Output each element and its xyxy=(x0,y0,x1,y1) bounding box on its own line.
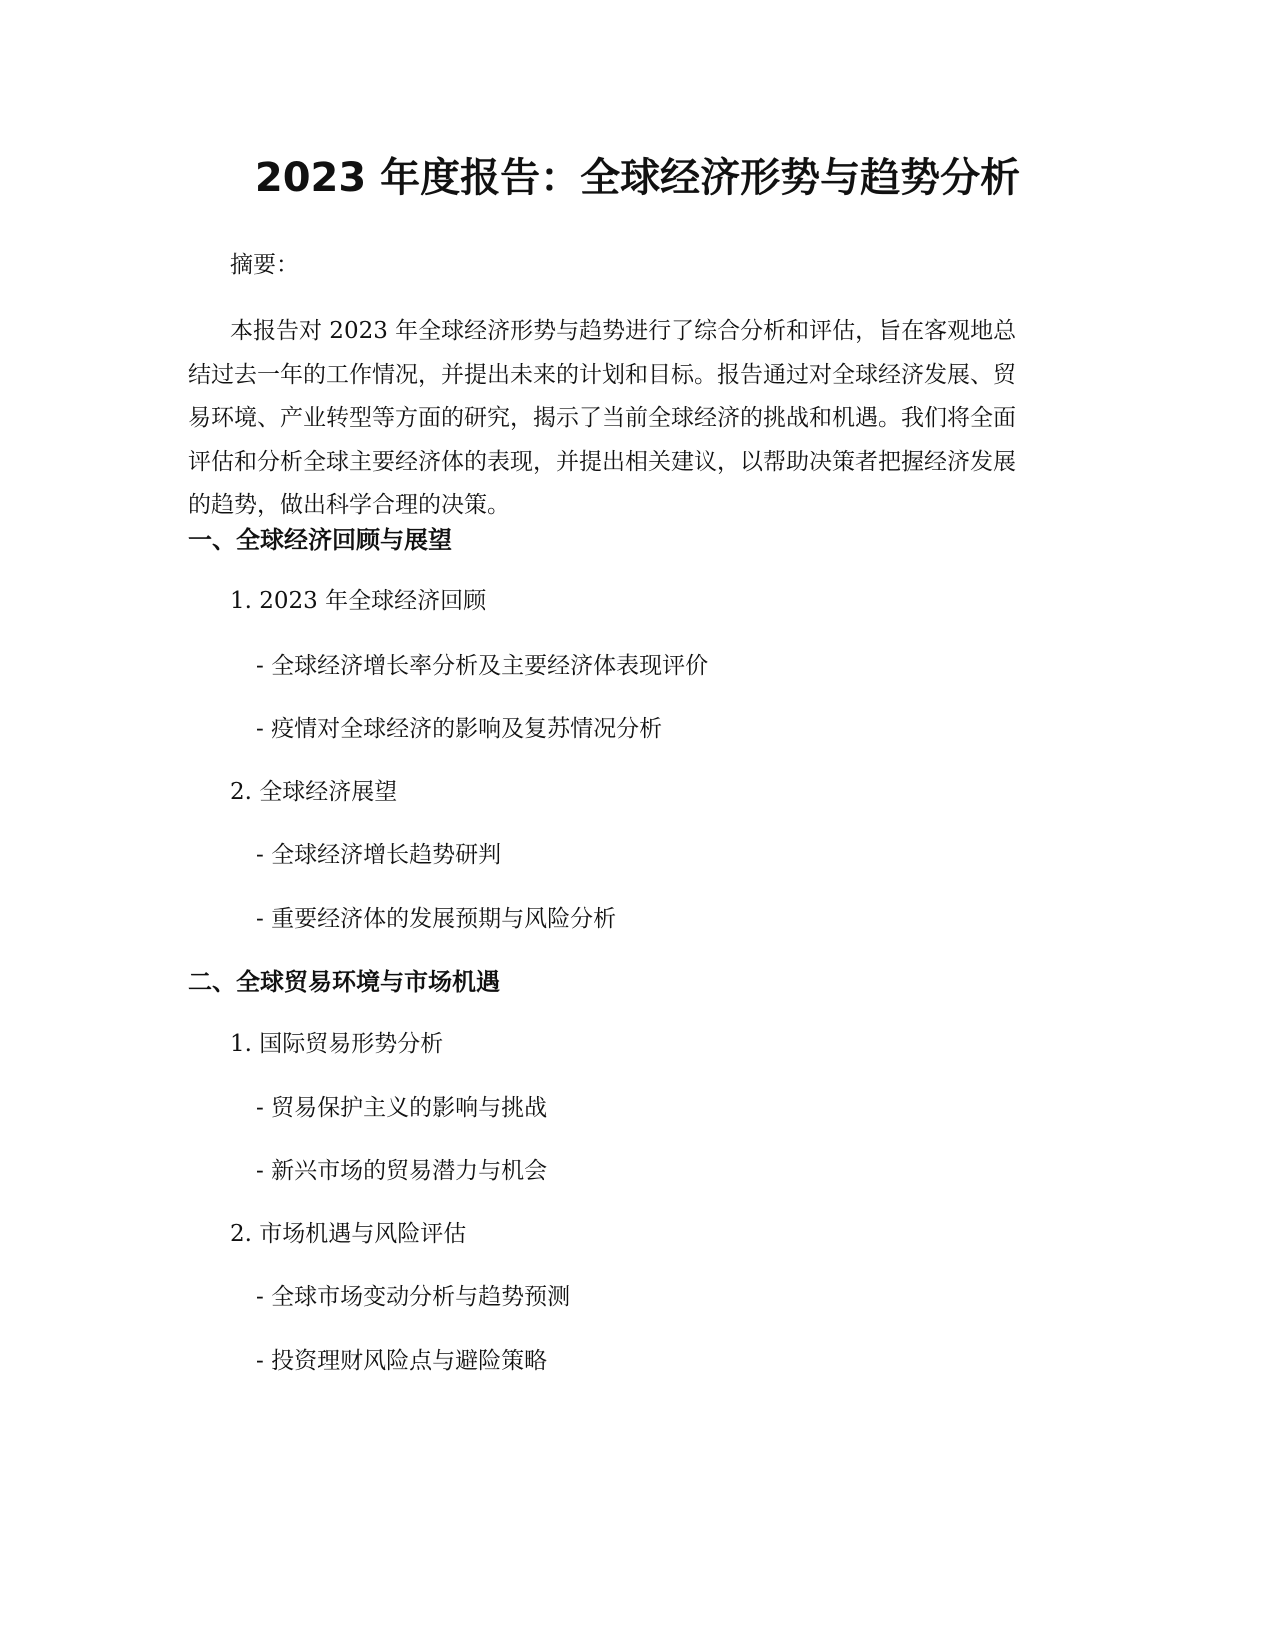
sub-list-item: - 投资理财风险点与避险策略 xyxy=(256,1348,548,1374)
section-heading-2: 二、全球贸易环境与市场机遇 xyxy=(188,968,500,996)
list-item: 1. 国际贸易形势分析 xyxy=(230,1031,444,1057)
summary-line: 结过去一年的工作情况，并提出未来的计划和目标。报告通过对全球经济发展、贸 xyxy=(188,361,1016,388)
summary-paragraph xyxy=(188,310,1088,528)
summary-line: 评估和分析全球主要经济体的表现，并提出相关建议，以帮助决策者把握经济发展 xyxy=(188,448,1016,475)
sub-list-item: - 全球市场变动分析与趋势预测 xyxy=(256,1284,571,1310)
sub-list-item: - 疫情对全球经济的影响及复苏情况分析 xyxy=(256,716,663,742)
section-heading-1: 一、全球经济回顾与展望 xyxy=(188,526,452,554)
sub-list-item: - 重要经济体的发展预期与风险分析 xyxy=(256,906,617,932)
summary-line: 本报告对 2023 年全球经济形势与趋势进行了综合分析和评估，旨在客观地总 xyxy=(230,318,1017,344)
list-item: 1. 2023 年全球经济回顾 xyxy=(230,588,487,614)
list-item: 2. 全球经济展望 xyxy=(230,779,398,805)
summary-line: 的趋势，做出科学合理的决策。 xyxy=(188,492,510,518)
summary-line: 易环境、产业转型等方面的研究，揭示了当前全球经济的挑战和机遇。我们将全面 xyxy=(188,405,1016,431)
sub-list-item: - 贸易保护主义的影响与挑战 xyxy=(256,1095,548,1121)
sub-list-item: - 全球经济增长率分析及主要经济体表现评价 xyxy=(256,653,709,679)
sub-list-item: - 新兴市场的贸易潜力与机会 xyxy=(256,1158,548,1184)
document-title: 2023 年度报告：全球经济形势与趋势分析 xyxy=(254,155,1021,201)
sub-list-item: - 全球经济增长趋势研判 xyxy=(256,842,502,868)
summary-label: 摘要： xyxy=(230,252,299,278)
list-item: 2. 市场机遇与风险评估 xyxy=(230,1221,467,1247)
